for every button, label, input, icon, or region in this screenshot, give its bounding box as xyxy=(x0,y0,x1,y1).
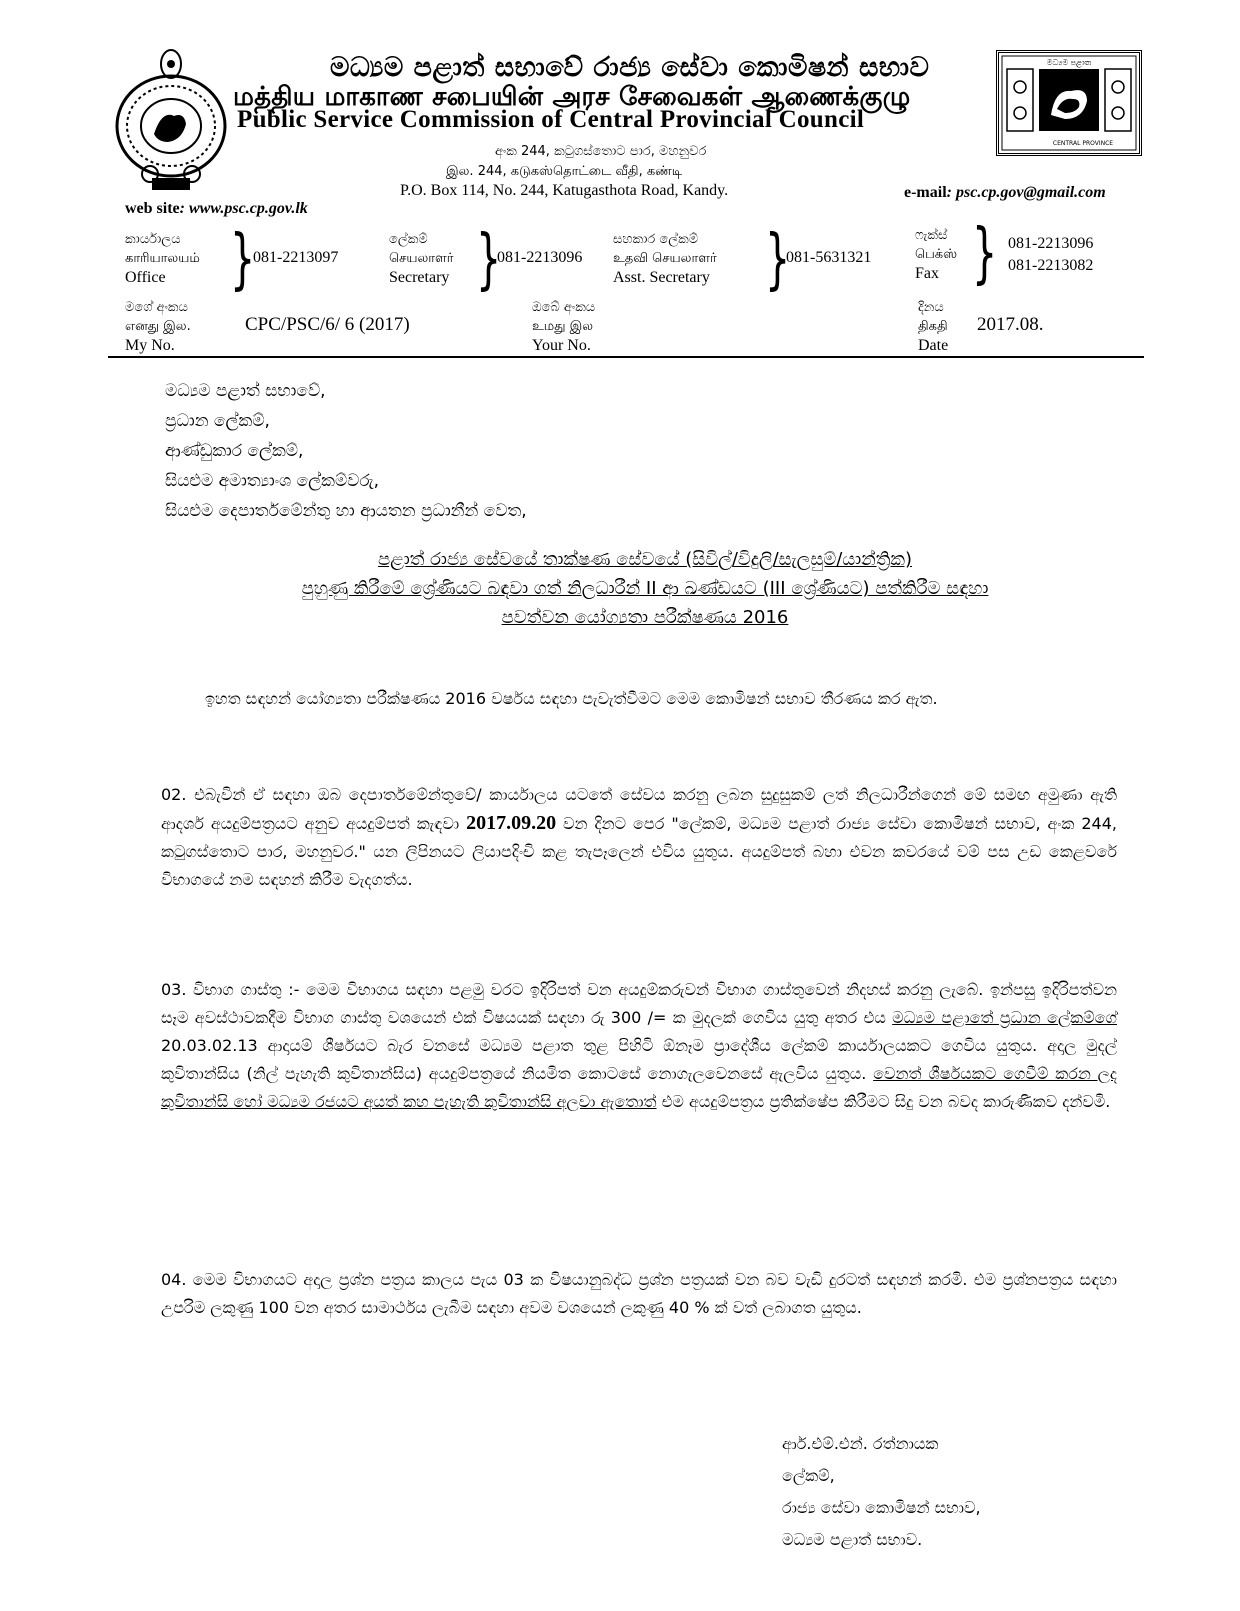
commission-title-sinhala: මධ්‍යම පළාත් සභාවේ රාජ්‍ය සේවා කොමිෂන් සභාව xyxy=(330,52,930,83)
website-label: web site xyxy=(125,200,180,217)
subject-line: පුහුණු කිරීමේ ශ්‍රේණියට බඳවා ගත් නිලධාරීන් II ආ ඛණ්ඩයට (III ශ්‍රේණියට) පත්කිරීම සඳහා xyxy=(301,578,989,599)
government-emblem-logo xyxy=(112,44,230,194)
your-no-label xyxy=(532,298,595,355)
paragraph-3-text-c: එම අයදුම්පත්‍රය ප්‍රතික්ෂේප කිරීමට සිදු වන බවද කාරුණිකව දන්වමි. xyxy=(656,1092,1111,1111)
paragraph-4: 04. මෙම විභාගයට අදාල ප්‍රශ්න පත්‍රය කාලය පැය 03 ක විෂයානුබද්ධ ප්‍රශ්න පත්‍රයක් වන බව වැඩි දුරටත් සඳහන් කරමි. එම ප්‍රශ්නපත්‍රය සඳහා උපරිම ලකුණු 100 වන අතර සාමාර්ථය ලැබීම සඳහා අවම වශයෙන් ලකුණු 40 % ක් වත් ලබාගත යුතුය. xyxy=(161,1270,1117,1317)
addressee-line: ආණ්ඩුකාර ලේකම්, xyxy=(165,441,304,461)
asst-secretary-brace: } xyxy=(765,220,791,297)
date-label xyxy=(918,298,948,355)
addressee-line: සියළුම අමාත්‍යාංශ ලේකම්වරු, xyxy=(165,471,380,491)
paragraph-1: ඉහත සඳහන් යෝග්‍යතා පරීක්ෂණය 2016 වර්ෂය සඳහා පැවැත්වීමට මෙම කොමිෂන් සභාව තීරණය කර ඇත. xyxy=(205,689,938,708)
asst-secretary-label-ta: உதவி செயலாளர் xyxy=(613,251,717,266)
my-no-label-ta: எனது இல. xyxy=(125,319,191,334)
fax-label-ta: பெக்ஸ் xyxy=(915,247,958,262)
application-deadline: 2017.09.20 xyxy=(466,812,557,834)
addressee-line: ප්‍රධාන ලේකම්, xyxy=(165,411,270,431)
paragraph-3-underline-1: මධ්‍යම පළාතේ ප්‍රධාන ලේකම්ගේ xyxy=(892,1008,1117,1027)
date-label-en: Date xyxy=(918,337,949,354)
signatory-title: ලේකම්, xyxy=(782,1466,835,1485)
address-tamil: இல. 244, கடுகஸ்தொட்டை வீதி, கண்டி xyxy=(446,164,683,179)
paragraph-3-text-b: 20.03.02.13 ආදායම් ශීර්ෂයට බැර වනසේ මධ්‍යම පළාත තුළ පිහිටි ඕනෑම ප්‍රාදේශීය ලේකම් කාර්යාලයකට ගෙවිය යුතුය. අදාල මුදල් කුවිතාන්සිය (නිල් පැහැති කුවිතාන්සිය) අයදුම්පත්‍රයේ නියමිත කොටසේ නොගැලවෙනසේ ඇලවිය යුතුය. xyxy=(161,1036,1117,1083)
your-no-label-ta: உமது இல xyxy=(532,319,594,334)
address-sinhala: අංක 244, කටුගස්තොට පාර, මහනුවර xyxy=(495,144,707,159)
secretary-label-si: ලේකම් xyxy=(389,232,428,247)
addressee-line: සියළුම දෙපාර්තමේන්තු හා ආයතන ප්‍රධානීන් වෙත, xyxy=(165,501,527,521)
fax-label xyxy=(915,226,957,283)
addressee-block xyxy=(165,376,527,526)
office-label-ta: காரியாலயம் xyxy=(125,251,200,266)
paragraph-3-text-a: 03. විභාග ගාස්තු :- මෙම විභාගය සඳහා පළමු වරට ඉදිරිපත් වන අයදුම්කරුවන් විභාග ගාස්තුවෙන් නිදහස් කරනු ලැබේ. ඉන්පසු ඉදිරිපත්වන සෑම අවස්ථාවකදීම විභාග ගාස්තු වශයෙන් එක් විෂයයක් සඳහා රු 300 /= ක මුදලක් ගෙවිය යුතු අතර එය xyxy=(161,980,1117,1027)
your-no-label-si: ඔබේ අංකය xyxy=(532,300,596,315)
signatory-council: මධ්‍යම පළාත් සභාව. xyxy=(782,1530,923,1549)
commission-title-english: Public Service Commission of Central Provincial Council xyxy=(237,106,865,133)
website xyxy=(125,200,308,218)
seal-top-text: මධ්‍යම පළාත xyxy=(1046,58,1092,67)
secretary-brace: } xyxy=(476,220,502,297)
central-province-flag-seal xyxy=(996,50,1142,156)
signatory-name: ආර්.එම්.එන්. රත්නායක xyxy=(782,1434,939,1453)
date-label-ta: திகதி xyxy=(918,319,948,334)
secretary-phone: 081-2213096 xyxy=(497,249,583,266)
office-label-en: Office xyxy=(125,269,166,286)
paragraph-2-text-b: වන දිනට පෙර "ලේකම්, මධ්‍යම පළාත් රාජ්‍ය සේවා කොමිෂන් සභාව, අංක 244, කටුගස්තොට පාර, මහනුවර." යන ලිපිනයට ලියාපදිංචි කළ තැපෑලෙන් එවිය යුතුය. අයදුම්පත් බහා එවන කවරයේ වම් පස උඩ කෙළවරේ විභාගයේ නම සඳහන් කිරීම වැදගත්ය. xyxy=(161,814,1117,889)
paragraph-3-underline-2: වෙනත් ශීර්ෂයකට ගෙවීම් කරන ලද කුවිතාන්සි හෝ මධ්‍යම රජයට අයත් කහ පැහැති කුවිතාන්සි අලවා ඇතොත් xyxy=(161,1064,1117,1111)
subject-line: පවත්වන යෝග්‍යතා පරීක්ෂණය 2016 xyxy=(501,607,789,628)
email-address: : psc.cp.gov@gmail.com xyxy=(946,184,1106,201)
asst-secretary-phone: 081-5631321 xyxy=(786,249,872,266)
secretary-label xyxy=(389,230,454,287)
website-url: : www.psc.cp.gov.lk xyxy=(179,200,308,217)
secretary-label-ta: செயலாளர் xyxy=(389,251,454,266)
fax-phone-1: 081-2213096 xyxy=(1008,235,1094,252)
my-no-label-en: My No. xyxy=(125,337,175,354)
fax-phone-2: 081-2213082 xyxy=(1008,257,1094,274)
office-label xyxy=(125,230,200,287)
secretary-label-en: Secretary xyxy=(389,269,450,286)
office-brace: } xyxy=(230,220,256,297)
seal-bottom-text: CENTRAL PROVINCE xyxy=(1052,140,1114,147)
letter-date: 2017.08. xyxy=(977,314,1044,335)
office-phone: 081-2213097 xyxy=(253,249,339,266)
office-label-si: කාර්යාලය xyxy=(125,232,181,247)
asst-secretary-label-si: සහකාර ලේකම් xyxy=(613,232,699,247)
your-no-label-en: Your No. xyxy=(532,337,591,354)
commission-title-tamil: மத்திய மாகாண சபையின் அரச சேவைகள் ஆணைக்குழு xyxy=(233,82,911,112)
addressee-line: මධ්‍යම පළාත් සභාවේ, xyxy=(165,381,326,401)
asst-secretary-label-en: Asst. Secretary xyxy=(613,269,710,286)
signatory-organization: රාජ්‍ය සේවා කොමිෂන් සභාව, xyxy=(782,1498,981,1517)
my-no-label xyxy=(125,298,191,355)
paragraph-2 xyxy=(161,781,1117,894)
asst-secretary-label xyxy=(613,230,717,287)
address-english: P.O. Box 114, No. 244, Katugasthota Road, Kandy. xyxy=(400,182,729,199)
header-divider xyxy=(108,356,1144,358)
my-reference-number: CPC/PSC/6/ 6 (2017) xyxy=(245,314,410,335)
fax-brace: } xyxy=(972,214,998,291)
email-label: e-mail xyxy=(904,184,947,201)
email xyxy=(904,184,1106,202)
letter-subject xyxy=(160,545,1130,632)
date-label-si: දිනය xyxy=(918,300,944,315)
paragraph-2-text-a: 02. එබැවින් ඒ සඳහා ඔබ දෙපාර්තමේන්තුවේ/ කාර්යාලය යටතේ සේවය කරනු ලබන සුදුසුකම් ලත් නිලධාරීන්ගෙන් මේ සමඟ අමුණා ඇති ආදර්ශ අයදුම්පත්‍රයට අනුව අයදුම්පත් කැඳවා xyxy=(161,785,1117,833)
signature-block xyxy=(782,1428,981,1556)
subject-line: පළාත් රාජ්‍ය සේවයේ තාක්ෂණ සේවයේ (සිවිල්/විදුලි/සැලසුම්/යාන්ත්‍රික) xyxy=(377,549,913,570)
paragraph-3 xyxy=(161,976,1117,1116)
fax-label-si: ෆැක්ස් xyxy=(915,228,948,243)
my-no-label-si: මගේ අංකය xyxy=(125,300,188,315)
fax-label-en: Fax xyxy=(915,265,939,282)
